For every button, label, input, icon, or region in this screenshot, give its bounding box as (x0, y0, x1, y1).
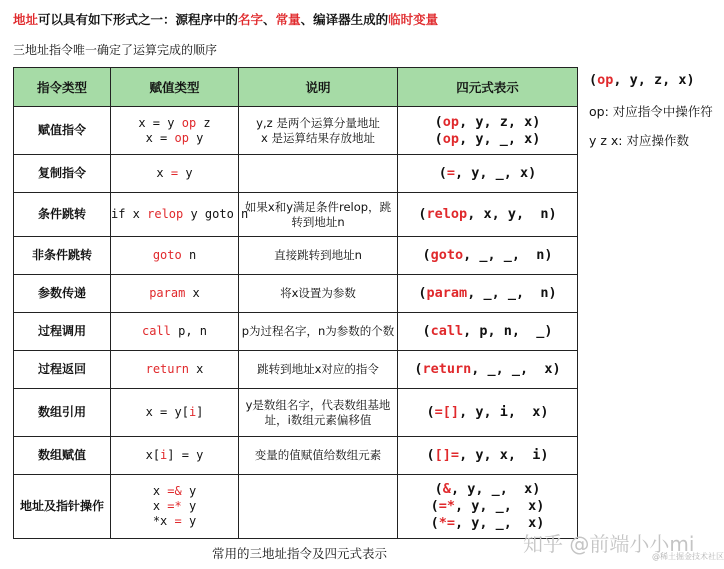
table-row (14, 155, 578, 193)
operator-token: param (149, 286, 186, 300)
assign-type-line (111, 166, 238, 181)
header-cell: 指令类型 (14, 68, 111, 107)
watermark-small: @稀土掘金技术社区 (652, 552, 724, 561)
code-text: , p, n, _) (463, 323, 553, 339)
intro-text: 、编译器生成的 (300, 12, 389, 27)
code-text: ] = y (167, 448, 204, 462)
watermark: 知乎 @前端小小mi (523, 532, 695, 556)
code-text: x (188, 362, 204, 376)
description-line: y,z 是两个运算分量地址 (256, 115, 380, 130)
code-text: , y, _, x) (455, 498, 545, 514)
operator-token: return (422, 361, 472, 377)
instruction-type-cell: 条件跳转 (14, 193, 111, 237)
assign-type-cell (111, 389, 239, 437)
intro-line (13, 10, 438, 28)
description-cell (239, 351, 398, 389)
code-text: x[ (145, 448, 161, 462)
assign-type-line (111, 248, 238, 263)
instruction-type-cell: 过程调用 (14, 313, 111, 351)
quadruple-cell (398, 437, 578, 475)
assign-type-line (111, 116, 238, 131)
intro-term-address: 地址 (13, 12, 39, 27)
assign-type-line (111, 499, 238, 514)
code-text: ( (434, 113, 443, 130)
description-cell (239, 193, 398, 237)
assign-type-line (111, 324, 238, 339)
operator-token: relop (426, 206, 468, 222)
operator-token: []= (434, 447, 460, 463)
code-text: p, n (170, 324, 208, 338)
assign-type-cell (111, 155, 239, 193)
description-cell (239, 389, 398, 437)
intro-term-temp: 临时变量 (388, 12, 439, 27)
code-text: y (188, 130, 204, 145)
code-text: ( (430, 515, 439, 531)
instruction-type-cell: 数组赋值 (14, 437, 111, 475)
operator-token: & (442, 481, 451, 497)
code-text: ( (418, 206, 427, 222)
code-text: x (152, 484, 168, 498)
legend-text: ( (589, 72, 598, 88)
operator-token: goto (152, 248, 182, 262)
description-cell (239, 313, 398, 351)
assign-type-line (111, 362, 238, 377)
assign-type-line (111, 448, 238, 463)
description-line: p为过程名字，n为参数的个数 (241, 324, 395, 338)
code-text: ( (434, 481, 443, 497)
assign-type-line (111, 286, 238, 301)
quadruple-cell (398, 155, 578, 193)
quadruple-line (398, 165, 577, 182)
header-cell: 赋值类型 (111, 68, 239, 107)
table-row (14, 275, 578, 313)
operator-token: goto (430, 247, 464, 263)
quadruple-cell (398, 237, 578, 275)
quadruple-cell (398, 275, 578, 313)
code-text: ( (430, 498, 439, 514)
code-text: , y, _, x) (455, 515, 545, 531)
table-row (14, 237, 578, 275)
operator-token: param (426, 285, 468, 301)
table-caption: 常用的三地址指令及四元式表示 (212, 546, 388, 561)
operator-token: op (442, 113, 460, 130)
description-cell (239, 155, 398, 193)
assign-type-cell (111, 475, 239, 539)
operator-token: =* (438, 498, 455, 514)
code-text: , _, _, x) (471, 361, 561, 377)
code-text: , _, _, n) (467, 285, 557, 301)
code-text: ( (422, 247, 431, 263)
instruction-type-cell: 赋值指令 (14, 107, 111, 155)
code-text: if x (111, 207, 148, 221)
assign-type-cell (111, 437, 239, 475)
header-cell: 四元式表示 (398, 68, 578, 107)
quadruple-cell (398, 313, 578, 351)
assign-type-line (111, 207, 249, 222)
instruction-type-cell: 非条件跳转 (14, 237, 111, 275)
description-line: y是数组名字，代表数组基地 (245, 397, 391, 412)
code-text: y (181, 499, 197, 513)
description-line: 转到地址n (291, 214, 345, 229)
code-text: y (181, 484, 197, 498)
legend-op-desc: op: 对应指令中操作符 (589, 104, 713, 119)
code-text: , y, _, x) (450, 481, 541, 497)
quadruple-line (398, 206, 577, 223)
assign-type-cell (111, 351, 239, 389)
operator-token: *= (438, 515, 455, 531)
code-text: ( (414, 361, 423, 377)
operator-token: i (160, 448, 168, 462)
code-text: n (181, 248, 197, 262)
table-row (14, 437, 578, 475)
code-text: y (178, 166, 193, 180)
operator-token: op (174, 130, 189, 145)
operator-token: i (188, 405, 197, 419)
subtitle: 三地址指令唯一确定了运算完成的顺序 (13, 43, 218, 57)
description-cell (239, 107, 398, 155)
operator-token: call (430, 323, 464, 339)
assign-type-line (111, 514, 238, 529)
description-line: x 是运算结果存放地址 (261, 130, 375, 145)
instruction-type-cell: 复制指令 (14, 155, 111, 193)
quadruple-line (398, 114, 577, 131)
quad-format-legend (589, 72, 695, 88)
legend-text: , y, z, x) (613, 72, 695, 88)
description-line: 变量的值赋值给数组元素 (254, 448, 382, 462)
code-text: x (156, 166, 171, 180)
code-text: ] (196, 405, 204, 419)
description-cell (239, 437, 398, 475)
code-text: x = (145, 130, 175, 145)
code-text: , y, _, x) (455, 165, 537, 181)
code-text: y (181, 514, 197, 528)
code-text: , y, x, i) (459, 447, 549, 463)
table-row (14, 475, 578, 539)
code-text: ( (418, 285, 427, 301)
code-text: ( (422, 323, 431, 339)
assign-type-line (111, 484, 238, 499)
assign-type-line (111, 405, 238, 420)
code-text: , y, z, x) (459, 113, 541, 130)
description-cell (239, 475, 398, 539)
table-row (14, 107, 578, 155)
code-text: ( (434, 130, 443, 147)
code-text: y goto n (183, 207, 249, 221)
assign-type-line (111, 131, 238, 146)
operator-token: =& (167, 484, 182, 498)
code-text: , _, _, n) (463, 247, 553, 263)
operator-token: = (170, 166, 179, 180)
operator-token: op (181, 115, 197, 130)
quadruple-cell (398, 193, 578, 237)
description-line: 址，i数组元素偏移值 (264, 412, 372, 427)
quadruple-line (398, 131, 577, 148)
code-text: x (185, 286, 200, 300)
operator-token: call (141, 324, 171, 338)
quadruple-cell (398, 107, 578, 155)
instruction-type-cell: 地址及指针操作 (14, 475, 111, 539)
instruction-type-cell: 数组引用 (14, 389, 111, 437)
instruction-type-cell: 过程返回 (14, 351, 111, 389)
code-text: *x (152, 514, 175, 528)
code-text: x (152, 499, 168, 513)
quadruple-cell (398, 389, 578, 437)
instruction-type-cell: 参数传递 (14, 275, 111, 313)
quadruple-line (398, 481, 577, 498)
instruction-table (13, 67, 578, 539)
operator-token: =[] (434, 404, 460, 420)
quadruple-line (398, 247, 577, 264)
code-text: x = y (138, 115, 182, 130)
intro-separator: 、 (263, 12, 276, 27)
table-row (14, 351, 578, 389)
intro-term-constant: 常量 (275, 12, 301, 27)
assign-type-cell (111, 107, 239, 155)
table-row (14, 389, 578, 437)
table-row (14, 193, 578, 237)
code-text: z (196, 115, 211, 130)
assign-type-cell (111, 237, 239, 275)
description-cell (239, 275, 398, 313)
operator-token: = (174, 514, 182, 528)
description-line: 跳转到地址x对应的指令 (257, 362, 379, 376)
quadruple-line (398, 447, 577, 464)
table-row (14, 313, 578, 351)
header-cell: 说明 (239, 68, 398, 107)
operator-token: return (145, 362, 189, 376)
code-text: , y, i, x) (459, 404, 549, 420)
code-text: , y, _, x) (459, 130, 541, 147)
quadruple-cell (398, 351, 578, 389)
operator-token: =* (167, 499, 182, 513)
intro-text: 可以具有如下形式之一：源程序中的 (38, 12, 239, 27)
quadruple-line (398, 285, 577, 302)
quadruple-line (398, 498, 577, 515)
operator-token: = (446, 165, 455, 181)
quadruple-line (398, 323, 577, 340)
quadruple-line (398, 361, 577, 378)
description-cell (239, 237, 398, 275)
operator-token: relop (147, 207, 184, 221)
assign-type-cell (111, 193, 249, 237)
description-line: 将x设置为参数 (280, 286, 356, 300)
quadruple-line (398, 404, 577, 421)
code-text: ( (426, 404, 435, 420)
description-line: 如果x和y满足条件relop，跳 (244, 199, 392, 214)
assign-type-cell (111, 275, 239, 313)
code-text: ( (426, 447, 435, 463)
table-header-row (14, 68, 578, 107)
legend-op: op (597, 72, 614, 88)
assign-type-cell (111, 313, 239, 351)
description-line: 直接跳转到地址n (274, 248, 362, 262)
legend-operand-desc: y z x: 对应操作数 (589, 133, 689, 148)
intro-term-name: 名字 (238, 12, 264, 27)
code-text: x = y[ (145, 405, 189, 419)
code-text: ( (438, 165, 447, 181)
code-text: , x, y, n) (467, 206, 557, 222)
operator-token: op (442, 130, 460, 147)
